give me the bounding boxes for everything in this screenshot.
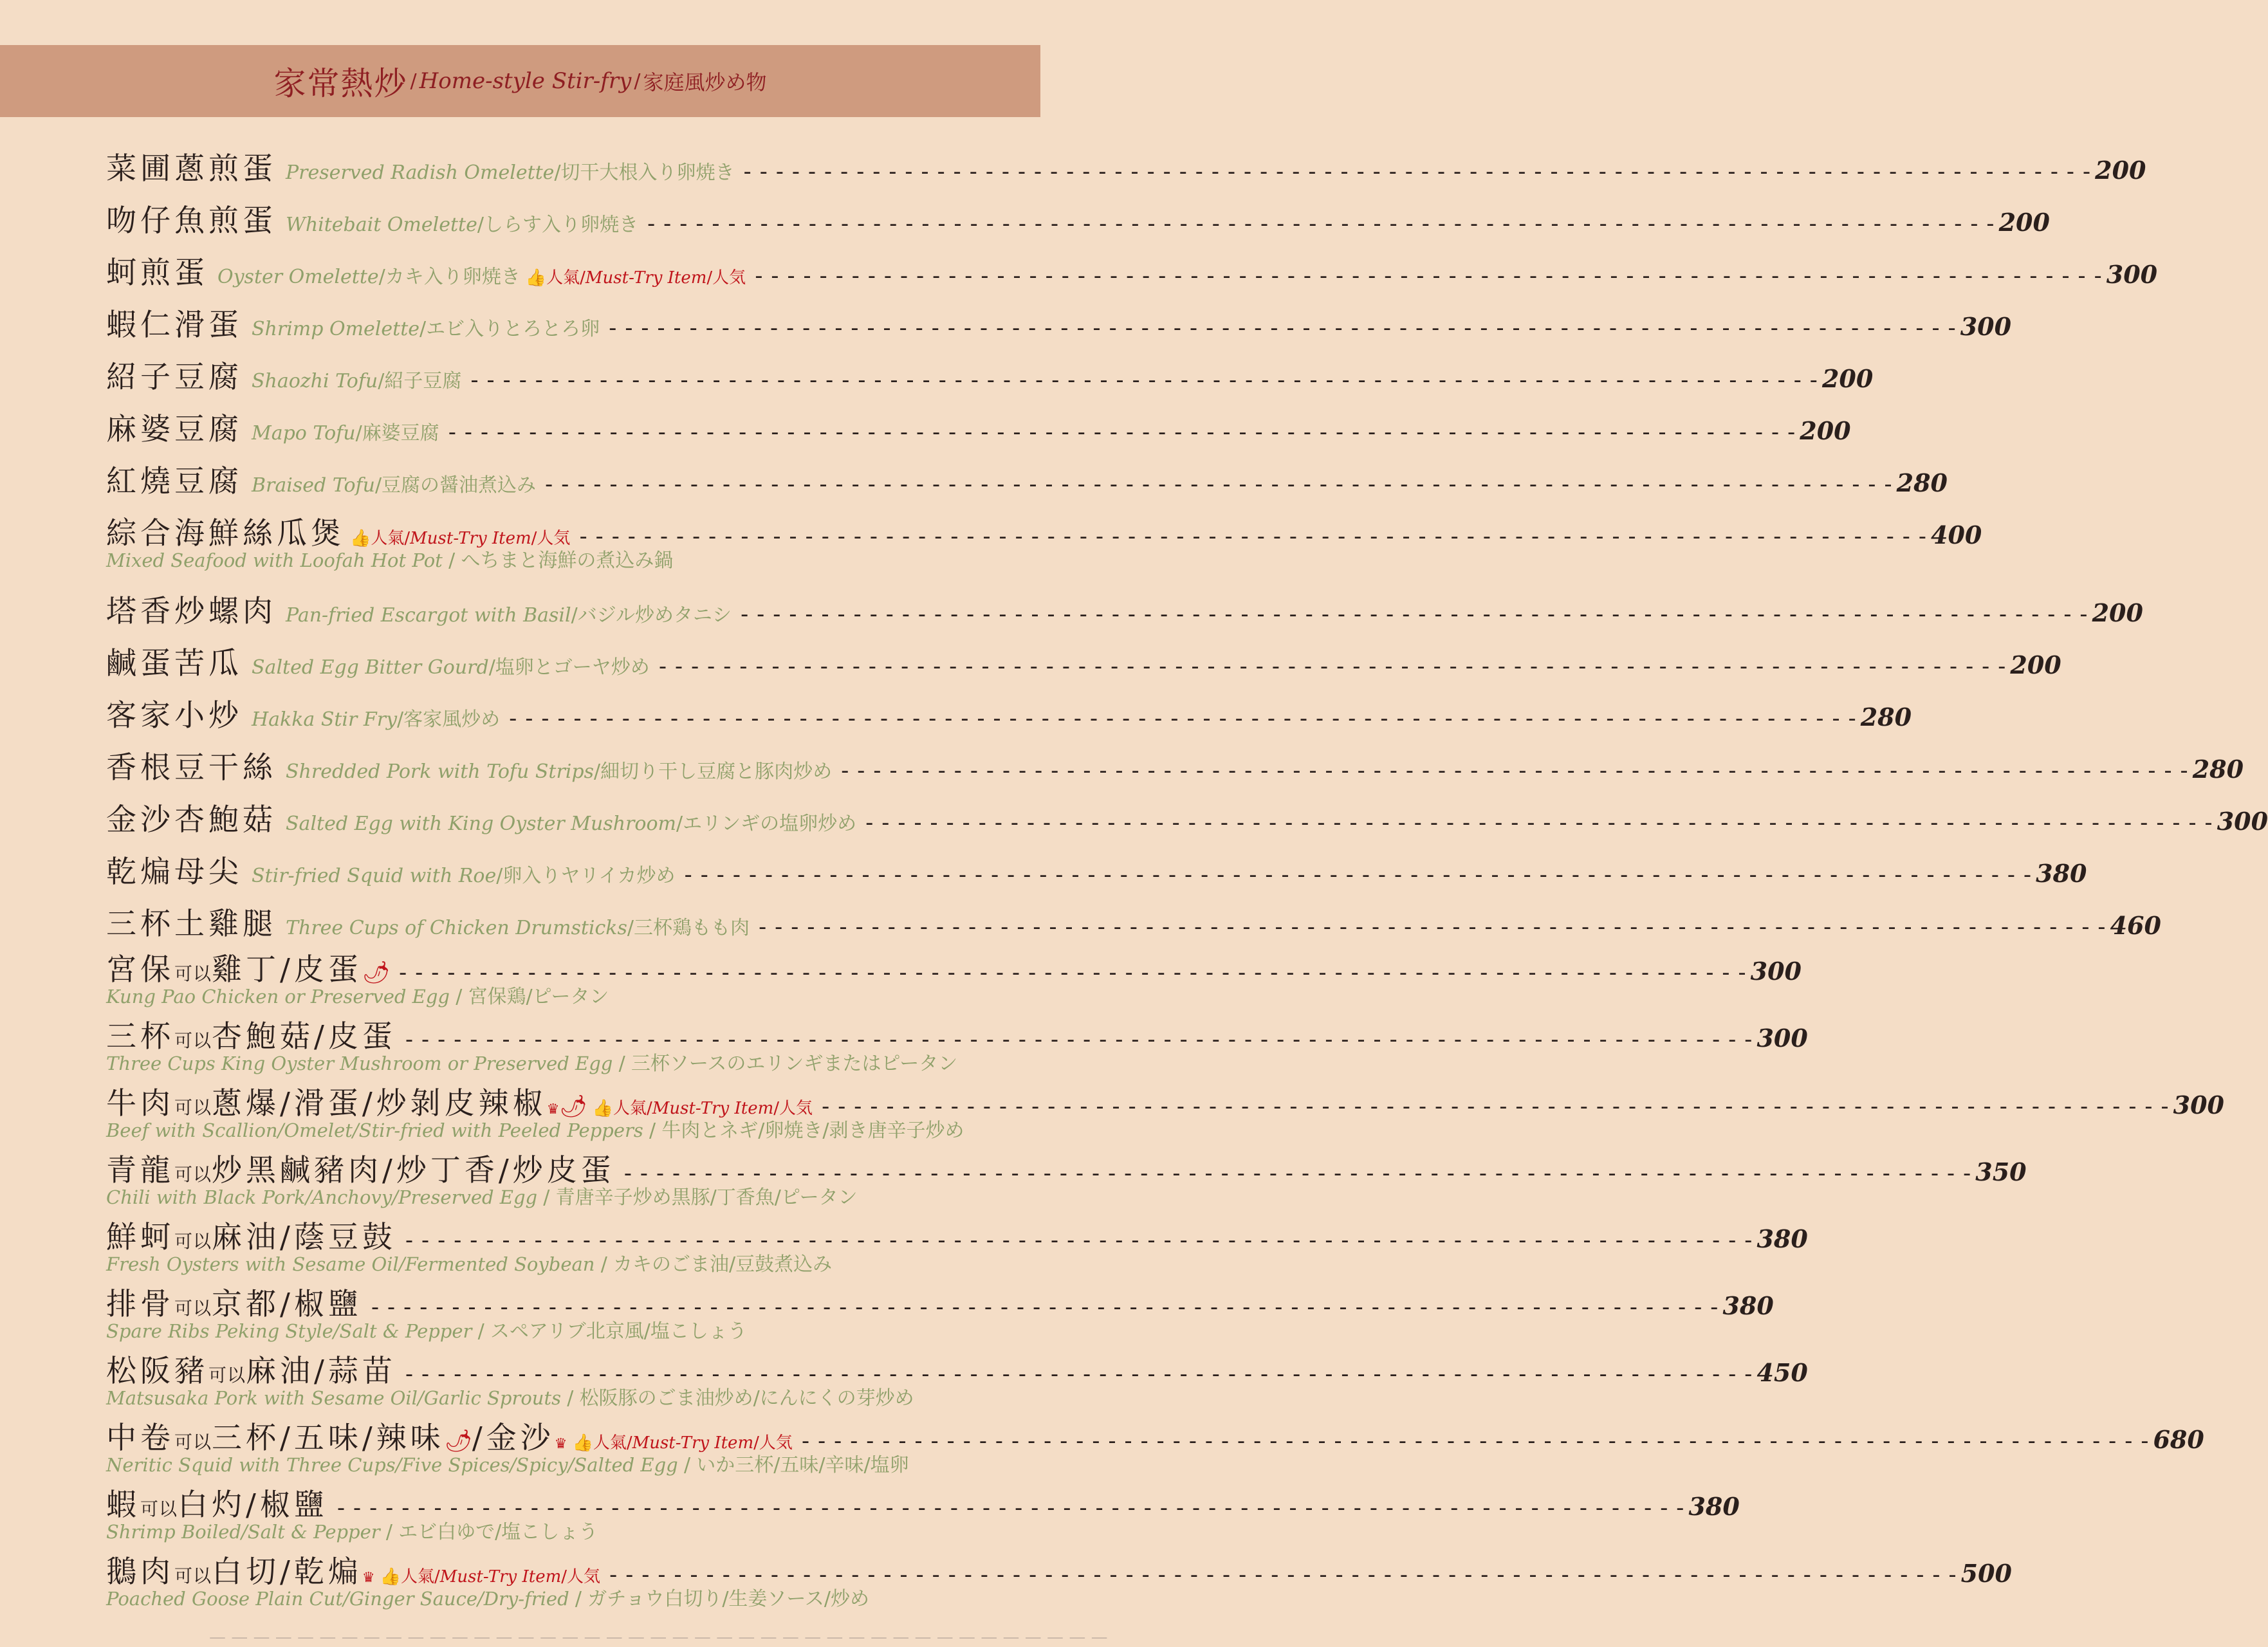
separator: / (488, 656, 495, 679)
separator: / (456, 986, 463, 1008)
dish-name-jp: 卵入りヤリイカ炒め (502, 865, 676, 887)
thumbs-up-icon: 👍 (525, 268, 547, 288)
separator: / (753, 1433, 759, 1453)
dish-price: 460 (2110, 911, 2161, 940)
options: 京都/椒鹽 (212, 1287, 362, 1322)
dish-name-en: Matsusaka Pork with Sesame Oil/Garlic Sprouts (106, 1387, 562, 1409)
dish-name-jp: 紹子豆腐 (384, 370, 462, 392)
separator: / (378, 266, 385, 288)
menu-item (106, 744, 2244, 786)
separator: / (626, 1433, 632, 1453)
options-label: 可以 (174, 1164, 212, 1185)
dotted-leader (685, 862, 2033, 888)
dish-name-jp: エリンギの塩卵炒め (683, 813, 857, 835)
options-label: 可以 (208, 1365, 246, 1386)
dish-name-en: Kung Pao Chicken or Preserved Egg (106, 986, 450, 1008)
menu-item (106, 587, 2143, 629)
dish-price: 280 (1860, 703, 1912, 731)
dish-name-jp: ガチョウ白切り/生姜ソース/炒め (587, 1588, 870, 1610)
menu-item (106, 1347, 1808, 1410)
dish-name-zh: 香根豆干絲 (106, 750, 277, 786)
dish-price: 300 (1960, 312, 2012, 341)
dish-name-en: Shrimp Boiled/Salt & Pepper (106, 1521, 380, 1543)
dish-name-jp: 青唐辛子炒め黒豚/丁香魚/ピータン (555, 1186, 858, 1209)
separator: / (561, 1567, 567, 1587)
dish-name-zh: 紹子豆腐 (106, 360, 243, 395)
dish-price: 680 (2153, 1425, 2204, 1454)
main-ingredient: 鵝肉 (106, 1554, 174, 1590)
options-label: 可以 (174, 1565, 212, 1587)
dish-price: 380 (1688, 1492, 1740, 1521)
menu-item (106, 197, 2050, 239)
separator: / (477, 1320, 484, 1343)
menu-item (106, 692, 1912, 733)
dish-name-en: Salted Egg with King Oyster Mushroom (286, 813, 676, 835)
dish-price: 280 (1896, 468, 1948, 497)
separator: / (676, 813, 683, 835)
chili-icon: 🌶 (444, 1428, 472, 1454)
dish-price: 200 (2010, 650, 2061, 679)
main-ingredient: 青龍 (106, 1153, 174, 1188)
separator: / (410, 69, 417, 93)
dish-name-zh: 吻仔魚煎蛋 (106, 203, 277, 239)
dotted-leader (741, 602, 2088, 627)
dish-price: 200 (1998, 208, 2050, 237)
dish-name-en: Preserved Radish Omelette (286, 161, 555, 184)
dish-name-zh: 乾煸母尖 (106, 854, 243, 890)
dish-name-zh: 塔香炒螺肉 (106, 594, 277, 629)
thumbs-up-icon: 👍 (350, 529, 371, 548)
separator: / (385, 1521, 392, 1543)
badge-jp: 人気 (537, 529, 571, 548)
main-ingredient: 中卷 (106, 1421, 174, 1456)
dish-price: 350 (1975, 1157, 2027, 1186)
badge-en: Must-Try Item (652, 1099, 774, 1118)
dish-price: 500 (1960, 1559, 2012, 1588)
separator: / (404, 529, 410, 548)
separator: / (683, 1454, 691, 1477)
dotted-leader (579, 524, 1927, 549)
dish-name-jp: へちまと海鮮の煮込み鍋 (461, 549, 674, 572)
main-ingredient: 松阪豬 (106, 1354, 208, 1389)
separator: / (634, 69, 641, 93)
dish-name-jp: 切干大根入り卵焼き (560, 161, 735, 184)
menu-item (106, 145, 2146, 187)
badge-zh: 人氣 (400, 1567, 434, 1587)
separator: / (567, 1387, 574, 1410)
dish-name-en: Braised Tofu (252, 474, 375, 497)
menu-item (106, 1414, 2204, 1477)
dish-name-jp: 豆腐の醤油煮込み (382, 474, 537, 497)
menu-item (106, 900, 2161, 942)
dish-price: 200 (1821, 364, 1874, 393)
dish-name-zh: 蚵煎蛋 (106, 255, 208, 291)
badge-zh: 人氣 (371, 529, 405, 548)
separator: / (706, 268, 713, 288)
dish-name-en: Shrimp Omelette (252, 318, 420, 340)
menu-item (106, 457, 1948, 499)
dish-price: 200 (1800, 416, 1851, 445)
dish-name-jp: カキのごま油/豆鼓煮込み (613, 1253, 833, 1276)
dotted-leader (755, 263, 2103, 289)
options: 白切/乾煸 (212, 1554, 362, 1590)
dish-price: 300 (2217, 807, 2268, 836)
menu-item (106, 1280, 1774, 1343)
options: 麻油/蔭豆鼓 (212, 1220, 396, 1255)
separator: / (531, 529, 537, 548)
dish-name-en: Beef with Scallion/Omelet/Stir-fried with Peeled Peppers (106, 1119, 643, 1141)
dish-name-en: Shaozhi Tofu (252, 370, 378, 392)
dish-price: 450 (1756, 1358, 1808, 1387)
separator: / (477, 214, 484, 236)
dish-name-jp: エビ入りとろとろ卵 (426, 318, 600, 340)
crown-icon: ♛ (546, 1101, 560, 1118)
dish-price: 380 (1756, 1224, 1808, 1253)
dish-name-en: Shredded Pork with Tofu Strips (286, 760, 594, 783)
dish-name-jp: 塩卵とゴーヤ炒め (495, 656, 650, 679)
dish-name-en: Stir-fried Squid with Roe (252, 865, 497, 887)
dish-name-zh: 蝦仁滑蛋 (106, 308, 243, 343)
separator: / (649, 1119, 656, 1142)
dish-translation (106, 1382, 1013, 1410)
options: 炒黑鹹豬肉/炒丁香/炒皮蛋 (212, 1153, 615, 1188)
dotted-leader (759, 914, 2107, 940)
thumbs-up-icon: 👍 (380, 1567, 401, 1587)
section-title-en: Home-style Stir-fry (419, 68, 632, 94)
menu-item (106, 1481, 1740, 1544)
separator: / (627, 917, 634, 939)
dish-name-jp: 麻婆豆腐 (362, 422, 439, 445)
dish-name-jp: 宮保鶏/ピータン (468, 986, 609, 1008)
popular-badge (526, 264, 746, 288)
dish-name-jp: 松阪豚のごま油炒め/にんにくの芽炒め (579, 1387, 914, 1410)
crown-icon: ♛ (554, 1436, 567, 1452)
separator: / (496, 865, 503, 887)
dish-name-zh: 菜圃蔥煎蛋 (106, 151, 277, 187)
dish-name-en: Spare Ribs Peking Style/Salt & Pepper (106, 1320, 472, 1342)
dish-name-jp: しらす入り卵焼き (483, 214, 638, 236)
dotted-leader (802, 1428, 2150, 1454)
menu-item (106, 301, 2012, 343)
menu-item (106, 639, 2061, 681)
dotted-leader (609, 315, 1957, 341)
badge-jp: 人気 (712, 268, 746, 288)
options-label: 可以 (174, 1298, 212, 1319)
options-label: 可以 (174, 1231, 212, 1252)
dish-name-jp: エビ白ゆで/塩こしょう (398, 1521, 598, 1543)
options-label: 可以 (174, 1030, 212, 1051)
dish-name-en: Three Cups King Oyster Mushroom or Preserved Egg (106, 1053, 613, 1074)
dish-name-zh: 金沙杏鮑菇 (106, 802, 277, 838)
dotted-leader (647, 211, 1995, 237)
dish-name-jp: カキ入り卵焼き (385, 266, 521, 288)
dish-name-zh: 三杯土雞腿 (106, 906, 277, 942)
separator: / (571, 604, 578, 627)
options: 麻油/蒜苗 (246, 1354, 396, 1389)
dish-name-en: Neritic Squid with Three Cups/Five Spices/Spicy/Salted Egg (106, 1454, 678, 1476)
dish-name-en: Oyster Omelette (217, 266, 379, 288)
crown-icon: ♛ (362, 1570, 375, 1586)
separator: / (374, 474, 382, 497)
menu-item (106, 1548, 2012, 1611)
menu-item (106, 848, 2087, 890)
dotted-leader (841, 758, 2189, 784)
dish-name-jp: 牛肉とネギ/卵焼き/剥き唐辛子炒め (661, 1119, 964, 1142)
dotted-leader (545, 472, 1893, 497)
dish-name-en: Poached Goose Plain Cut/Ginger Sauce/Dry-fried (106, 1588, 569, 1610)
thumbs-up-icon: 👍 (572, 1433, 593, 1453)
badge-zh: 人氣 (613, 1099, 647, 1118)
main-ingredient: 排骨 (106, 1287, 174, 1322)
dish-name-jp: 細切り干し豆腐と豚肉炒め (600, 760, 833, 783)
menu-item (106, 353, 1874, 395)
separator: / (594, 760, 601, 783)
dotted-leader (448, 419, 1796, 445)
dish-name-jp: 三杯ソースのエリンギまたはピータン (631, 1053, 958, 1075)
dish-name-en: Mapo Tofu (252, 422, 356, 445)
options: 白灼/椒鹽 (178, 1487, 328, 1523)
dish-translation (106, 1114, 1013, 1143)
separator: / (773, 1099, 780, 1118)
dish-name-en: Hakka Stir Fry (252, 708, 398, 731)
dotted-leader (659, 654, 2007, 679)
bottom-divider: — — — — — — — — — — — — — — — — — — — — — — — — — — — — — — — — — — — — — — — — — (209, 1628, 1108, 1647)
dish-name-en: Whitebait Omelette (286, 214, 477, 236)
menu-item (106, 1080, 2224, 1143)
thumbs-up-icon: 👍 (592, 1099, 613, 1118)
chili-icon: 🌶 (362, 960, 391, 986)
dish-name-jp: 三杯鶏もも肉 (633, 917, 750, 939)
badge-zh: 人氣 (593, 1433, 627, 1453)
options-label: 可以 (174, 1431, 212, 1453)
menu-item (106, 1213, 1808, 1276)
menu-item (106, 796, 2268, 838)
separator: / (580, 268, 585, 288)
dish-name-zh: 麻婆豆腐 (106, 412, 243, 447)
dish-price: 200 (2092, 598, 2143, 627)
options-label: 可以 (174, 963, 212, 984)
dish-name-zh: 客家小炒 (106, 698, 243, 733)
badge-zh: 人氣 (546, 268, 580, 288)
dish-price: 200 (2095, 156, 2146, 185)
separator: / (543, 1186, 550, 1209)
section-title-jp: 家庭風炒め物 (643, 70, 767, 95)
dish-name-en: Three Cups of Chicken Drumsticks (286, 917, 627, 939)
dish-translation (106, 1047, 1013, 1076)
dish-price: 300 (2173, 1090, 2224, 1119)
dotted-leader (822, 1094, 2170, 1119)
dotted-leader (744, 159, 2092, 185)
badge-jp: 人気 (567, 1567, 601, 1587)
dish-name-jp: スペアリブ北京風/塩こしょう (490, 1320, 747, 1343)
separator: / (646, 1099, 652, 1118)
section-title-zh: 家常熱炒 (273, 65, 408, 102)
dish-name-en: Fresh Oysters with Sesame Oil/Fermented Soybean (106, 1253, 595, 1275)
chili-icon: 🌶 (559, 1094, 587, 1119)
dish-name-en: Salted Egg Bitter Gourd (252, 656, 489, 679)
dish-name-zh: 鹹蛋苦瓜 (106, 646, 243, 681)
dotted-leader (470, 367, 1818, 393)
badge-en: Must-Try Item (410, 529, 531, 548)
main-ingredient: 牛肉 (106, 1086, 174, 1121)
separator: / (600, 1253, 607, 1276)
dish-translation (106, 1449, 1013, 1477)
badge-en: Must-Try Item (632, 1433, 754, 1453)
dish-price: 380 (1722, 1291, 1774, 1320)
badge-en: Must-Try Item (585, 268, 707, 288)
main-ingredient: 鮮蚵 (106, 1220, 174, 1255)
separator: / (618, 1053, 625, 1075)
menu-item (106, 405, 1851, 447)
menu-item (106, 1146, 2027, 1210)
dish-price: 300 (1756, 1024, 1808, 1053)
dish-name-jp: いか三杯/五味/辛味/塩卵 (696, 1454, 909, 1477)
options-extra: /金沙 (472, 1421, 555, 1456)
dish-price: 400 (1931, 520, 1982, 549)
dotted-leader (509, 706, 1857, 731)
menu-item (106, 249, 2158, 291)
separator: / (554, 161, 561, 184)
dish-price: 300 (1750, 957, 1802, 986)
dish-name-en: Chili with Black Pork/Anchovy/Preserved Egg (106, 1186, 538, 1208)
separator: / (378, 370, 385, 392)
dish-price: 300 (2106, 260, 2158, 289)
menu-item (106, 510, 1982, 573)
options: 三杯/五味/辣味 (212, 1421, 445, 1456)
dish-name-zh: 紅燒豆腐 (106, 464, 243, 499)
main-ingredient: 三杯 (106, 1019, 174, 1054)
badge-jp: 人気 (779, 1099, 813, 1118)
options: 雞丁/皮蛋 (212, 952, 362, 988)
dotted-leader (865, 810, 2213, 836)
menu-item (106, 1013, 1808, 1076)
dish-name-en: Pan-fried Escargot with Basil (286, 604, 571, 627)
separator: / (575, 1588, 582, 1610)
separator: / (434, 1567, 440, 1587)
dish-name-jp: バジル炒めタニシ (577, 604, 732, 627)
dish-name-zh: 綜合海鮮絲瓜煲 (106, 516, 345, 551)
badge-jp: 人気 (759, 1433, 793, 1453)
menu-item (106, 946, 1802, 1009)
options: 蔥爆/滑蛋/炒剝皮辣椒 (212, 1086, 547, 1121)
separator: / (448, 549, 456, 572)
dish-name-en: Mixed Seafood with Loofah Hot Pot (106, 549, 443, 571)
separator: / (397, 708, 404, 731)
main-ingredient: 宮保 (106, 952, 174, 988)
dish-name-jp: 客家風炒め (403, 708, 501, 731)
options-label: 可以 (140, 1498, 178, 1520)
options-label: 可以 (174, 1097, 212, 1118)
separator: / (355, 422, 362, 445)
separator: / (419, 318, 427, 340)
options: 杏鮑菇/皮蛋 (212, 1019, 396, 1054)
dish-price: 280 (2192, 755, 2244, 784)
badge-en: Must-Try Item (439, 1567, 562, 1587)
main-ingredient: 蝦 (106, 1487, 140, 1523)
dish-price: 380 (2036, 859, 2087, 888)
